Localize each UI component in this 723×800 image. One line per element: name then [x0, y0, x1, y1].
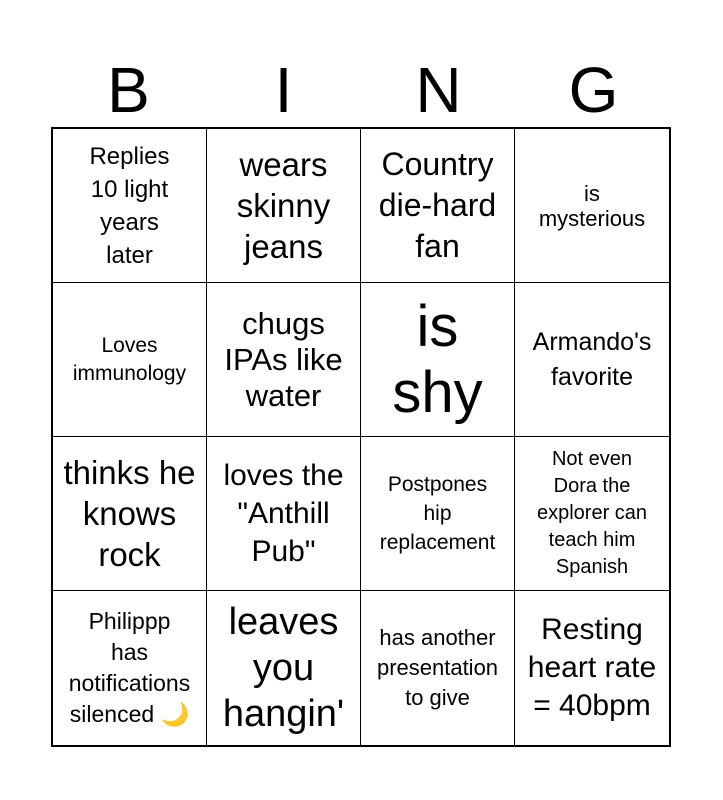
cell-text: Resting heart rate = 40bpm	[527, 613, 657, 722]
cell-text: Philippp has notifications silenced 🌙	[68, 608, 191, 727]
bingo-header	[51, 52, 671, 128]
bingo-cell[interactable]	[361, 437, 515, 591]
bingo-cell[interactable]	[207, 437, 361, 591]
cell-text: Not even Dora the explorer can teach him Spanish	[536, 448, 648, 578]
header-letter-i: I	[274, 54, 293, 126]
bingo-card-grid	[51, 127, 671, 747]
cell-text: is shy	[392, 293, 483, 425]
header-letter-n: N	[415, 54, 462, 126]
cell-text: is mysterious	[538, 180, 646, 231]
bingo-cell[interactable]	[53, 591, 207, 745]
bingo-cell[interactable]	[361, 129, 515, 283]
bingo-cell[interactable]	[361, 591, 515, 745]
cell-text: leaves you hangin'	[222, 601, 345, 735]
bingo-cell[interactable]	[515, 437, 669, 591]
bingo-cell[interactable]	[515, 591, 669, 745]
bingo-cell[interactable]	[53, 437, 207, 591]
bingo-cell[interactable]	[53, 283, 207, 437]
bingo-cell[interactable]	[515, 283, 669, 437]
bingo-cell[interactable]	[515, 129, 669, 283]
bingo-cell[interactable]	[207, 591, 361, 745]
cell-text: thinks he knows rock	[63, 454, 196, 573]
cell-text: Postpones hip replacement	[379, 473, 496, 554]
header-letter-g: G	[568, 54, 619, 126]
bingo-cell[interactable]	[207, 283, 361, 437]
cell-text: Armando's favorite	[532, 327, 652, 391]
cell-text: Country die-hard fan	[378, 146, 497, 264]
cell-text: loves the "Anthill Pub"	[223, 458, 344, 568]
bingo-cell[interactable]	[53, 129, 207, 283]
header-letter-b: B	[107, 54, 150, 126]
bingo-cell[interactable]	[361, 283, 515, 437]
cell-text: wears skinny jeans	[236, 146, 331, 265]
cell-text: has another presentation to give	[376, 625, 499, 710]
bingo-cell[interactable]	[207, 129, 361, 283]
cell-text: Loves immunology	[72, 333, 187, 385]
cell-text: chugs IPAs like water	[224, 305, 343, 413]
cell-text: Replies 10 light years later	[89, 142, 170, 269]
